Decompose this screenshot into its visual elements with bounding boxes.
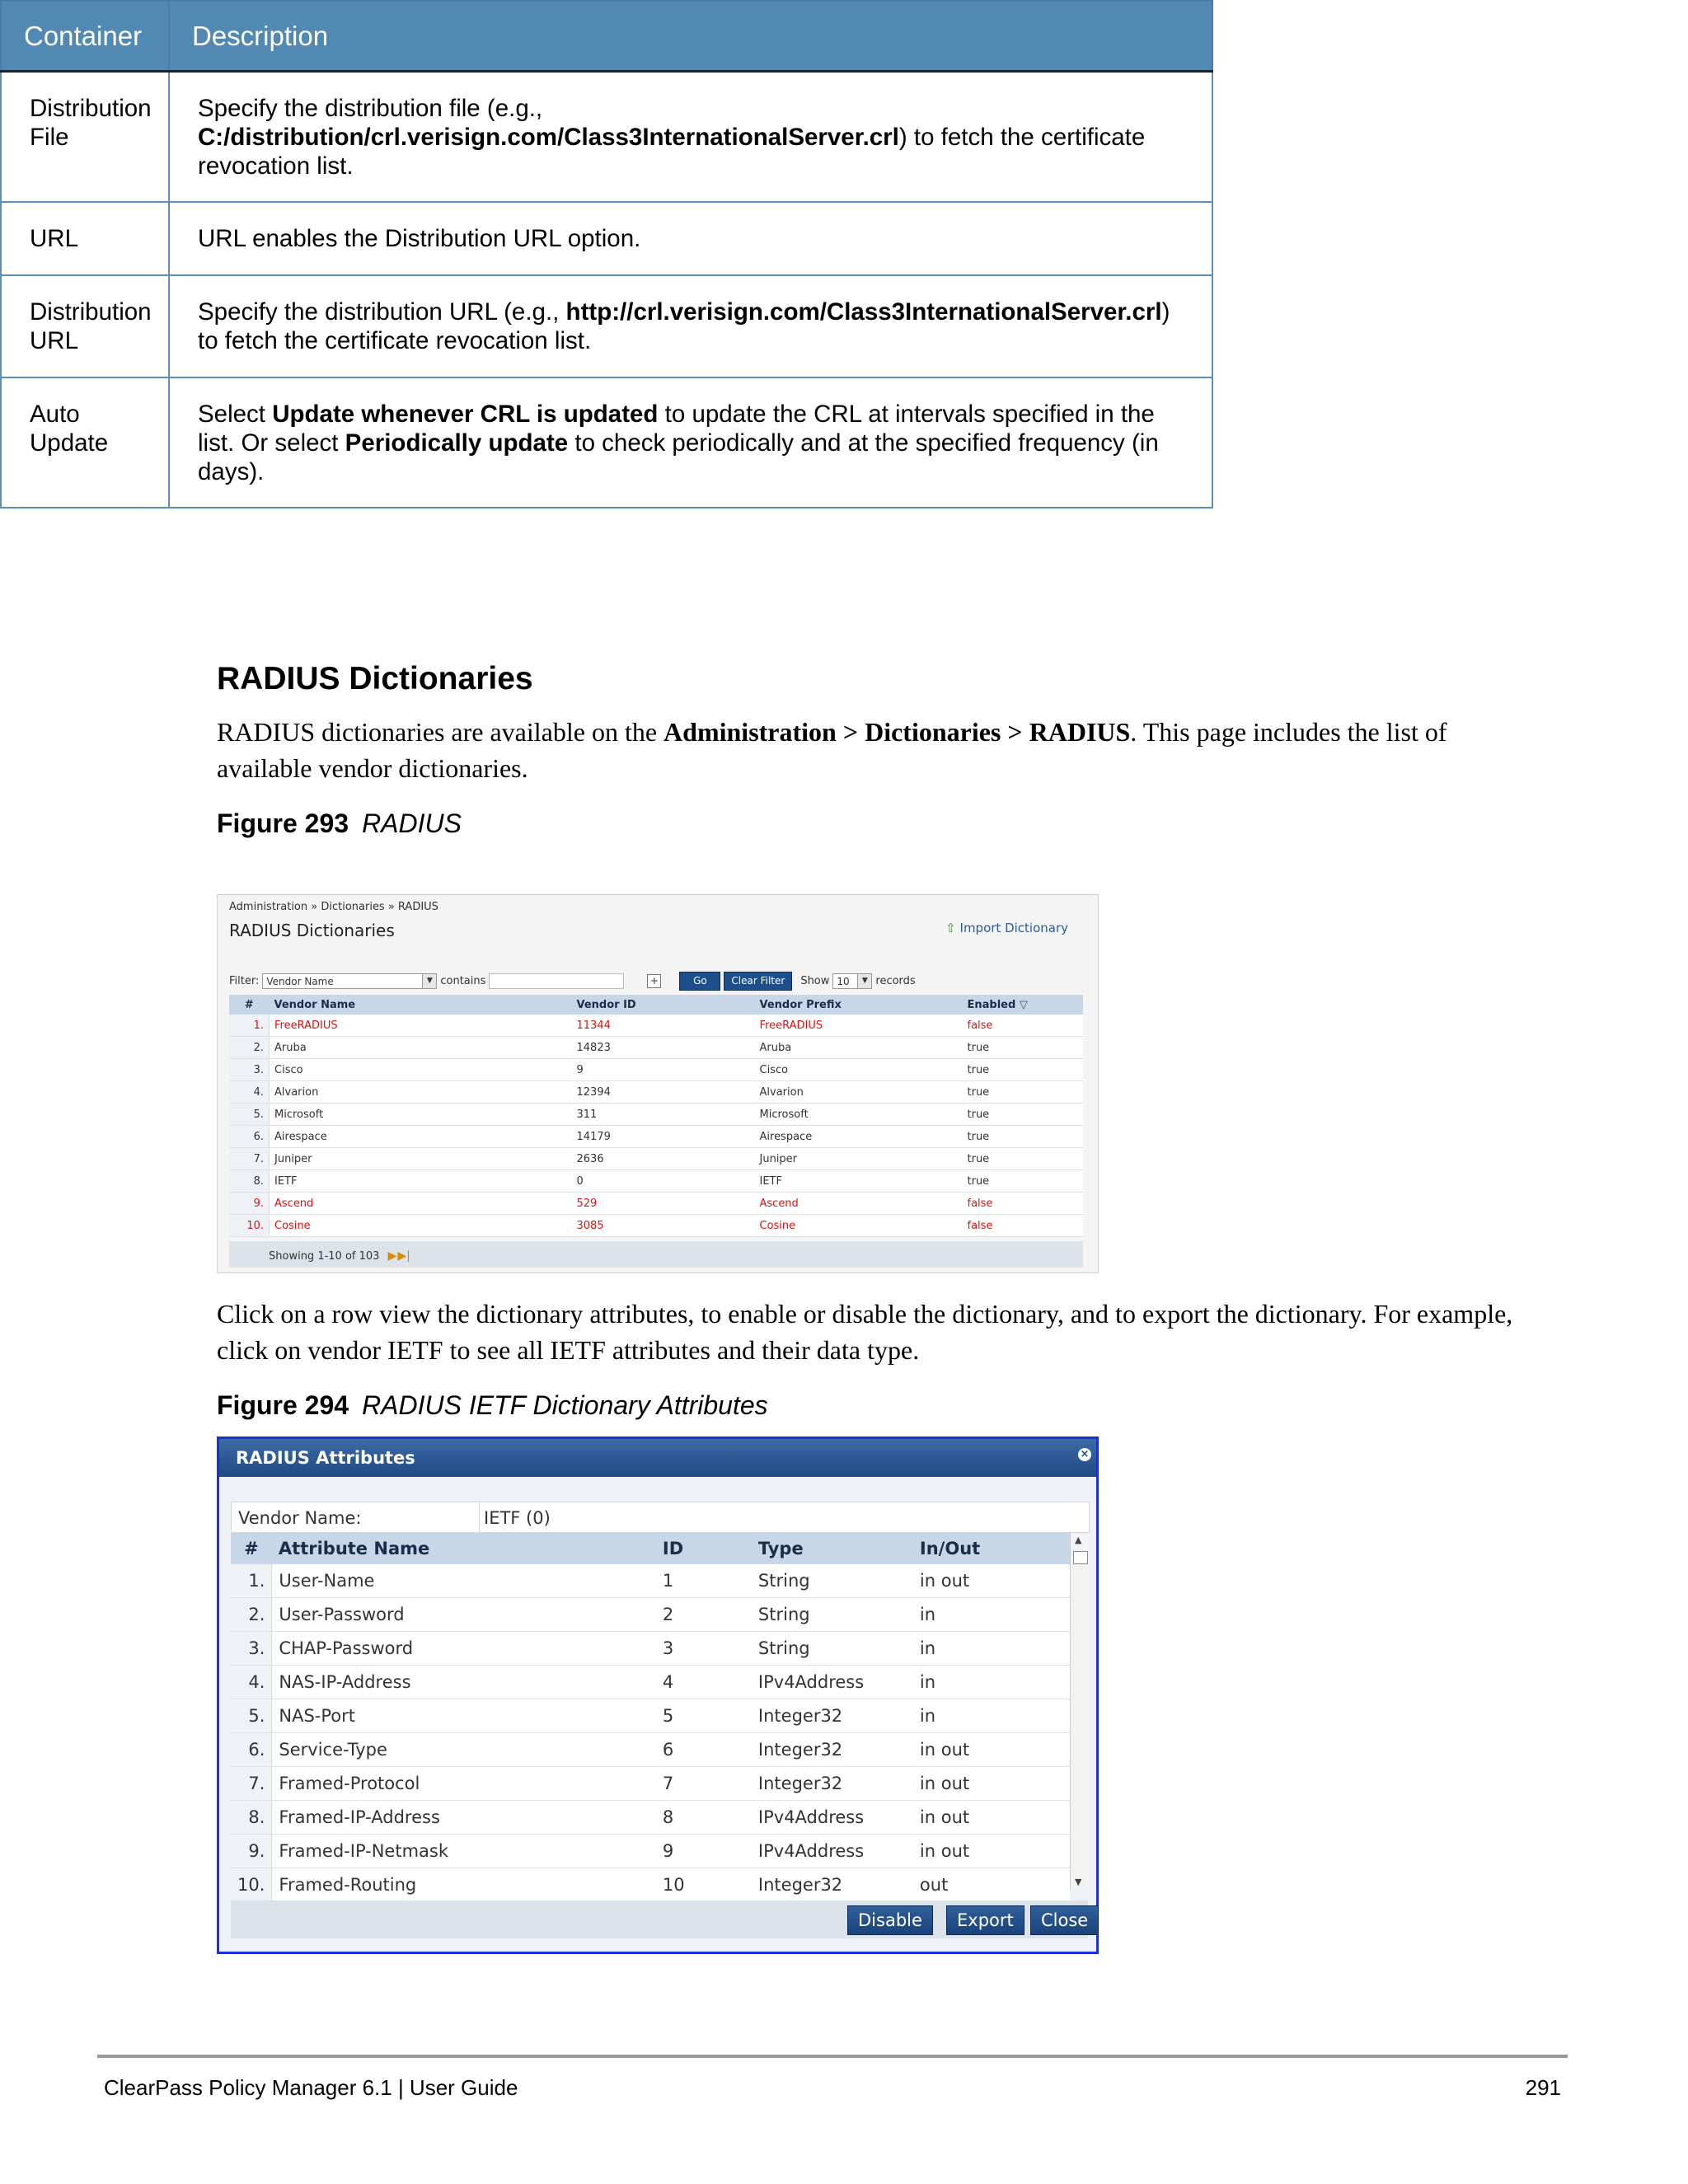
vendor-id-cell: 14179	[572, 1126, 755, 1148]
close-button[interactable]: Close	[1030, 1905, 1099, 1935]
col-type[interactable]: Type	[752, 1533, 913, 1564]
vendor-prefix-cell: IETF	[755, 1170, 963, 1193]
in-out-cell: in	[913, 1699, 1070, 1733]
menu-separator: >	[836, 717, 865, 747]
import-icon: ⇧	[945, 921, 956, 935]
attribute-id-cell: 5	[656, 1699, 752, 1733]
container-name-line: Update	[30, 429, 109, 457]
export-button[interactable]: Export	[946, 1905, 1025, 1935]
filter-input[interactable]	[489, 973, 624, 989]
radius-dictionaries-screenshot	[217, 894, 1099, 1273]
enabled-cell: true	[963, 1081, 1084, 1104]
attribute-name-cell: NAS-Port	[272, 1699, 656, 1733]
description-text: Specify the distribution URL (e.g.,	[198, 298, 566, 326]
col-attribute-name[interactable]: Attribute Name	[272, 1533, 656, 1564]
enabled-cell: false	[963, 1193, 1084, 1215]
container-description	[169, 377, 1212, 508]
attribute-id-cell: 7	[656, 1767, 752, 1801]
container-description	[169, 72, 1212, 202]
container-name	[1, 377, 169, 508]
vendor-name-cell: IETF	[270, 1170, 572, 1193]
figure-title: RADIUS IETF Dictionary Attributes	[362, 1390, 768, 1420]
col-enabled-label: Enabled	[967, 998, 1016, 1011]
row-number: 8.	[231, 1801, 272, 1835]
table-row[interactable]	[229, 1215, 1083, 1237]
go-button[interactable]: Go	[679, 972, 720, 991]
container-row	[1, 72, 1212, 202]
vendor-name-cell: Juniper	[270, 1148, 572, 1170]
table-row[interactable]	[229, 1037, 1083, 1059]
description-text: to check periodically and at the specified frequency (in days).	[198, 429, 1159, 485]
row-number: 1.	[229, 1015, 270, 1037]
attributes-table	[231, 1533, 1070, 1902]
filter-field-select[interactable]	[262, 973, 437, 989]
attribute-type-cell: Integer32	[752, 1868, 913, 1902]
page-number: 291	[1525, 2075, 1561, 2100]
container-name-line: URL	[30, 326, 79, 354]
enabled-cell: false	[963, 1015, 1084, 1037]
vendor-prefix-cell: Juniper	[755, 1148, 963, 1170]
table-row[interactable]	[231, 1699, 1070, 1733]
intro-text: RADIUS dictionaries are available on the	[217, 717, 664, 747]
showing-count: Showing 1-10 of 103	[269, 1250, 380, 1263]
table-row[interactable]	[229, 1126, 1083, 1148]
attribute-name-cell: Framed-Protocol	[272, 1767, 656, 1801]
container-row	[1, 377, 1212, 508]
enabled-cell: true	[963, 1104, 1084, 1126]
show-label: Show	[800, 975, 830, 987]
emphasized-term: Periodically update	[345, 429, 569, 457]
attribute-type-cell: Integer32	[752, 1733, 913, 1767]
section-heading: RADIUS Dictionaries	[217, 661, 533, 696]
enabled-cell: true	[963, 1037, 1084, 1059]
vendor-name-cell: Cosine	[270, 1215, 572, 1237]
description-text: ) to fetch the certificate revocation list.	[198, 298, 1170, 354]
description-text: to update the CRL at intervals specified in the list. Or select	[198, 400, 1155, 457]
col-vendor-prefix[interactable]: Vendor Prefix	[755, 995, 963, 1015]
container-name	[1, 202, 169, 275]
close-icon[interactable]: ×	[1078, 1448, 1091, 1461]
row-number: 6.	[231, 1733, 272, 1767]
vendor-id-cell: 2636	[572, 1148, 755, 1170]
dialog-title: RADIUS Attributes	[236, 1448, 415, 1468]
menu-dictionaries: Dictionaries	[865, 717, 1001, 747]
in-out-cell: in out	[913, 1801, 1070, 1835]
attribute-name-cell: Framed-Routing	[272, 1868, 656, 1902]
row-number: 4.	[229, 1081, 270, 1104]
emphasized-term: C:/distribution/crl.verisign.com/Class3InternationalServer.crl	[198, 124, 899, 151]
row-number: 2.	[229, 1037, 270, 1059]
attribute-name-cell: User-Password	[272, 1598, 656, 1632]
row-number: 3.	[229, 1059, 270, 1081]
figure-294-caption	[217, 1390, 768, 1421]
table-row[interactable]	[231, 1598, 1070, 1632]
divider	[479, 1502, 480, 1532]
description-text: URL enables the Distribution URL option.	[198, 224, 641, 252]
attribute-type-cell: Integer32	[752, 1767, 913, 1801]
table-row[interactable]	[231, 1835, 1070, 1868]
table-row[interactable]	[231, 1666, 1070, 1699]
attribute-id-cell: 10	[656, 1868, 752, 1902]
container-name	[1, 275, 169, 377]
attribute-name-cell: Framed-IP-Address	[272, 1801, 656, 1835]
breadcrumb[interactable]: Administration » Dictionaries » RADIUS	[229, 901, 438, 913]
chevron-down-icon: ▼	[857, 974, 871, 988]
row-number: 10.	[231, 1868, 272, 1902]
import-dictionary-link[interactable]	[945, 921, 1068, 935]
vendor-prefix-cell: Airespace	[755, 1126, 963, 1148]
vendor-id-cell: 14823	[572, 1037, 755, 1059]
attribute-name-cell: Framed-IP-Netmask	[272, 1835, 656, 1868]
vendor-name-cell: Microsoft	[270, 1104, 572, 1126]
container-table-header	[1, 1, 1212, 72]
vendor-id-cell: 529	[572, 1193, 755, 1215]
last-page-icon[interactable]: ▶|	[397, 1249, 410, 1263]
vendor-name-cell: FreeRADIUS	[270, 1015, 572, 1037]
attribute-type-cell: String	[752, 1632, 913, 1666]
vendor-name-row	[231, 1502, 1090, 1533]
container-name-line: Distribution	[30, 95, 152, 122]
vendor-name-cell: Airespace	[270, 1126, 572, 1148]
table-row[interactable]	[231, 1801, 1070, 1835]
col-number[interactable]: #	[229, 995, 270, 1015]
attribute-type-cell: String	[752, 1598, 913, 1632]
table-row[interactable]	[229, 1015, 1083, 1037]
header-container: Container	[1, 1, 169, 72]
container-name-line: Distribution	[30, 298, 152, 326]
row-number: 10.	[229, 1215, 270, 1237]
vendor-name-label: Vendor Name:	[238, 1508, 362, 1528]
contains-label: contains	[440, 975, 486, 987]
vendor-name-cell: Aruba	[270, 1037, 572, 1059]
vendor-id-cell: 11344	[572, 1015, 755, 1037]
row-number: 8.	[229, 1170, 270, 1193]
footer-guide-title: ClearPass Policy Manager 6.1 | User Guide	[104, 2075, 518, 2100]
in-out-cell: in	[913, 1598, 1070, 1632]
in-out-cell: in out	[913, 1564, 1070, 1598]
enabled-cell: false	[963, 1215, 1084, 1237]
import-dictionary-label: Import Dictionary	[959, 921, 1068, 935]
row-number: 9.	[229, 1193, 270, 1215]
col-id[interactable]: ID	[656, 1533, 752, 1564]
col-enabled[interactable]	[963, 995, 1084, 1015]
row-number: 9.	[231, 1835, 272, 1868]
header-description: Description	[169, 1, 1212, 72]
table-row[interactable]	[229, 1170, 1083, 1193]
vendor-prefix-cell: Aruba	[755, 1037, 963, 1059]
row-number: 7.	[229, 1148, 270, 1170]
menu-radius: RADIUS	[1029, 717, 1131, 747]
row-number: 4.	[231, 1666, 272, 1699]
in-out-cell: out	[913, 1868, 1070, 1902]
filter-bar	[229, 972, 916, 991]
enabled-cell: true	[963, 1148, 1084, 1170]
attribute-type-cell: IPv4Address	[752, 1666, 913, 1699]
table-row[interactable]	[229, 1059, 1083, 1081]
vendor-name-cell: Ascend	[270, 1193, 572, 1215]
attribute-name-cell: NAS-IP-Address	[272, 1666, 656, 1699]
attribute-id-cell: 3	[656, 1632, 752, 1666]
col-in-out[interactable]: In/Out	[913, 1533, 1070, 1564]
row-number: 7.	[231, 1767, 272, 1801]
show-count-select[interactable]	[832, 973, 872, 989]
attribute-type-cell: IPv4Address	[752, 1835, 913, 1868]
attribute-id-cell: 9	[656, 1835, 752, 1868]
row-number: 5.	[229, 1104, 270, 1126]
page-title: RADIUS Dictionaries	[229, 921, 395, 940]
description-text: Select	[198, 400, 273, 428]
description-text: ) to fetch the certificate revocation list.	[198, 124, 1146, 180]
add-filter-icon[interactable]: +	[647, 974, 661, 988]
container-name-line: Auto	[30, 400, 80, 428]
row-number: 6.	[229, 1126, 270, 1148]
figure-label: Figure 293	[217, 808, 349, 838]
row-number: 1.	[231, 1564, 272, 1598]
filter-field-value: Vendor Name	[266, 976, 334, 987]
container-row	[1, 275, 1212, 377]
dialog-footer	[231, 1900, 1088, 1938]
row-number: 3.	[231, 1632, 272, 1666]
in-out-cell: in out	[913, 1835, 1070, 1868]
table-row[interactable]	[229, 1148, 1083, 1170]
attribute-id-cell: 6	[656, 1733, 752, 1767]
col-number[interactable]: #	[231, 1533, 272, 1564]
attribute-id-cell: 8	[656, 1801, 752, 1835]
chevron-down-icon: ▼	[422, 974, 436, 988]
container-row	[1, 202, 1212, 275]
vendor-id-cell: 0	[572, 1170, 755, 1193]
attribute-id-cell: 4	[656, 1666, 752, 1699]
in-out-cell: in out	[913, 1733, 1070, 1767]
footer-rule	[97, 2055, 1568, 2058]
disable-button[interactable]: Disable	[847, 1905, 933, 1935]
attribute-name-cell: Service-Type	[272, 1733, 656, 1767]
vendor-table-header	[229, 995, 1083, 1015]
vendor-name-cell: Cisco	[270, 1059, 572, 1081]
vendor-prefix-cell: Microsoft	[755, 1104, 963, 1126]
vendor-prefix-cell: FreeRADIUS	[755, 1015, 963, 1037]
container-name-line: File	[30, 124, 69, 151]
container-description	[169, 275, 1212, 377]
table-row[interactable]	[231, 1632, 1070, 1666]
col-vendor-id[interactable]: Vendor ID	[572, 995, 755, 1015]
figure-label: Figure 294	[217, 1390, 349, 1420]
attribute-type-cell: IPv4Address	[752, 1801, 913, 1835]
vendor-prefix-cell: Alvarion	[755, 1081, 963, 1104]
table-row[interactable]	[231, 1564, 1070, 1598]
table-row[interactable]	[231, 1868, 1070, 1902]
table-row[interactable]	[229, 1081, 1083, 1104]
table-row[interactable]	[229, 1193, 1083, 1215]
intro-text-end: . This page includes the list of available vendor dictionaries.	[217, 717, 1447, 783]
container-name-line: URL	[30, 224, 79, 252]
show-count-value: 10	[837, 976, 850, 987]
scrollbar[interactable]	[1070, 1533, 1089, 1889]
container-table	[0, 0, 1213, 509]
scroll-thumb[interactable]	[1073, 1551, 1088, 1564]
vendor-table	[229, 995, 1083, 1237]
enabled-cell: true	[963, 1126, 1084, 1148]
vendor-id-cell: 3085	[572, 1215, 755, 1237]
vendor-prefix-cell: Cosine	[755, 1215, 963, 1237]
attribute-type-cell: Integer32	[752, 1699, 913, 1733]
menu-administration: Administration	[663, 717, 837, 747]
description-text: Specify the distribution file (e.g.,	[198, 95, 543, 122]
in-out-cell: in	[913, 1666, 1070, 1699]
table-row[interactable]	[231, 1733, 1070, 1767]
attributes-table-header	[231, 1533, 1070, 1564]
vendor-name-value: IETF (0)	[484, 1508, 551, 1528]
records-label: records	[875, 975, 916, 987]
vendor-id-cell: 12394	[572, 1081, 755, 1104]
scroll-down-icon[interactable]: ▼	[1075, 1877, 1082, 1887]
attribute-name-cell: CHAP-Password	[272, 1632, 656, 1666]
in-out-cell: in	[913, 1632, 1070, 1666]
figure-293-caption	[217, 808, 462, 839]
attribute-type-cell: String	[752, 1564, 913, 1598]
in-out-cell: in out	[913, 1767, 1070, 1801]
next-page-icon[interactable]: ▶	[387, 1249, 397, 1263]
intro-paragraph	[217, 714, 1544, 786]
scroll-up-icon[interactable]: ▲	[1075, 1535, 1082, 1545]
attribute-name-cell: User-Name	[272, 1564, 656, 1598]
emphasized-term: http://crl.verisign.com/Class3InternationalServer.crl	[565, 298, 1162, 326]
attribute-id-cell: 1	[656, 1564, 752, 1598]
filter-label: Filter:	[229, 975, 260, 987]
vendor-prefix-cell: Cisco	[755, 1059, 963, 1081]
figure-title: RADIUS	[362, 808, 462, 838]
container-name	[1, 72, 169, 202]
menu-separator: >	[1001, 717, 1029, 747]
container-description	[169, 202, 1212, 275]
click-row-paragraph: Click on a row view the dictionary attributes, to enable or disable the dictionary, and to export the dictionary. For example, click on vendor IETF to see all IETF attributes and their data type.	[217, 1299, 1513, 1365]
enabled-cell: true	[963, 1170, 1084, 1193]
pagination	[269, 1249, 410, 1263]
vendor-id-cell: 311	[572, 1104, 755, 1126]
sort-desc-icon: ▽	[1019, 998, 1028, 1011]
row-number: 2.	[231, 1598, 272, 1632]
table-row[interactable]	[231, 1767, 1070, 1801]
clear-filter-button[interactable]: Clear Filter	[724, 972, 792, 991]
vendor-id-cell: 9	[572, 1059, 755, 1081]
dialog-title-bar[interactable]	[219, 1439, 1096, 1477]
table-row[interactable]	[229, 1104, 1083, 1126]
vendor-prefix-cell: Ascend	[755, 1193, 963, 1215]
enabled-cell: true	[963, 1059, 1084, 1081]
radius-attributes-dialog	[217, 1436, 1099, 1954]
row-number: 5.	[231, 1699, 272, 1733]
emphasized-term: Update whenever CRL is updated	[272, 400, 659, 428]
col-vendor-name[interactable]: Vendor Name	[270, 995, 572, 1015]
vendor-name-cell: Alvarion	[270, 1081, 572, 1104]
dialog-body	[219, 1477, 1096, 1952]
attribute-id-cell: 2	[656, 1598, 752, 1632]
